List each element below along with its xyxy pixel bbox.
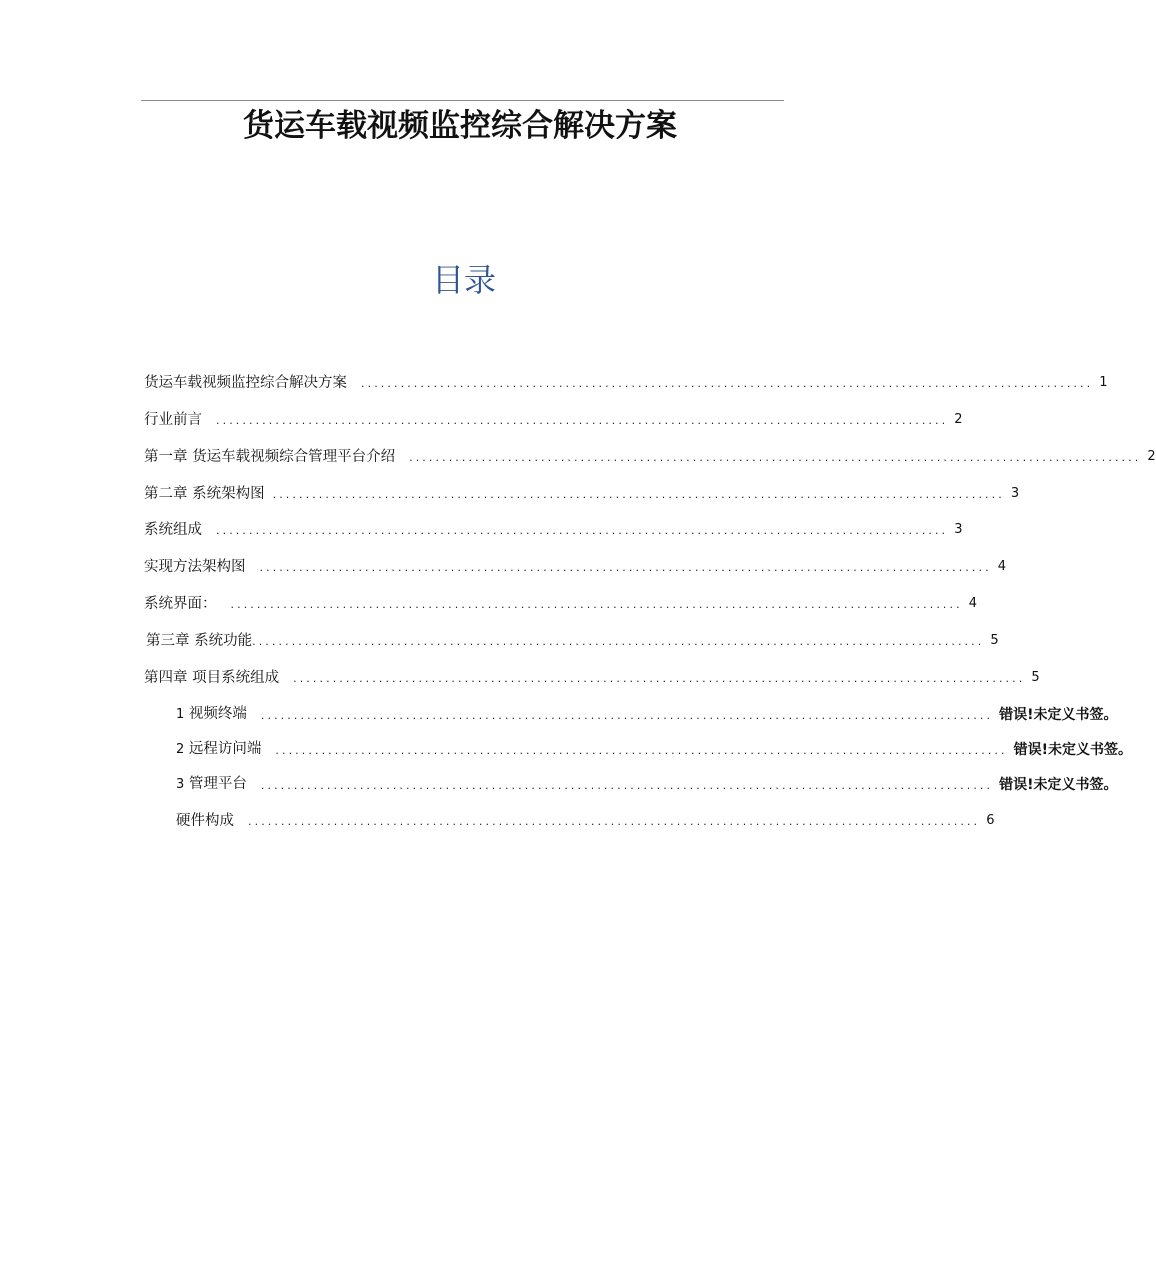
toc-page-number: 6 xyxy=(986,813,995,828)
toc-subentry-number: 3 xyxy=(176,777,185,792)
toc-entry[interactable] xyxy=(144,409,963,431)
toc-dot-leader: ............................................................................................................... xyxy=(272,488,1005,501)
toc-subentry-number: 2 xyxy=(176,742,185,757)
toc-entry-text: 第三章 系统功能 xyxy=(146,633,253,649)
toc-dot-leader: ............................................................................................................... xyxy=(293,672,1026,685)
toc-heading: 目录 xyxy=(431,261,496,299)
toc-entry[interactable] xyxy=(144,483,1020,505)
toc-entry[interactable] xyxy=(144,556,1007,578)
toc-entry-text: 第四章 项目系统组成 xyxy=(144,670,280,686)
header-rule xyxy=(141,100,784,101)
document-title: 货运车载视频监控综合解决方案 xyxy=(243,108,677,144)
toc-dot-leader: ............................................................................................................... xyxy=(259,561,992,574)
toc-page-number: 3 xyxy=(1010,486,1020,501)
toc-subentry[interactable] xyxy=(176,704,1118,726)
toc-dot-leader: ............................................................................................................... xyxy=(248,815,981,828)
toc-dot-leader: ............................................................................................................... xyxy=(260,709,994,722)
toc-entry-text: 实现方法架构图 xyxy=(144,559,246,575)
toc-dot-leader: ............................................................................................................... xyxy=(216,524,949,537)
toc-dot-leader: ............................................................................................................... xyxy=(216,414,949,427)
toc-subentry[interactable] xyxy=(176,774,1118,796)
toc-entry-text: 货运车载视频监控综合解决方案 xyxy=(144,375,347,391)
toc-subentry[interactable] xyxy=(176,739,1133,761)
toc-page-number: 4 xyxy=(997,559,1007,574)
toc-page-number: 5 xyxy=(990,633,999,648)
toc-bookmark-error: 错误!未定义书签。 xyxy=(999,777,1118,793)
toc-page-number: 4 xyxy=(968,596,978,611)
toc-subentry-number: 1 xyxy=(176,707,185,722)
toc-subentry[interactable] xyxy=(176,810,995,832)
toc-dot-leader: ............................................................................................................... xyxy=(260,779,994,792)
toc-entry-text: 系统界面： xyxy=(144,596,217,612)
toc-entry-text: 第二章 系统架构图 xyxy=(144,486,265,502)
toc-entry[interactable] xyxy=(146,630,999,652)
toc-page-number: 2 xyxy=(1147,449,1156,464)
toc-dot-leader: ............................................................................................................... xyxy=(230,598,963,611)
toc-bookmark-error: 错误!未定义书签。 xyxy=(999,707,1118,723)
toc-entry[interactable] xyxy=(144,372,1108,394)
toc-page-number: 5 xyxy=(1031,670,1040,685)
toc-dot-leader: ............................................................................................................... xyxy=(275,744,1008,757)
toc-entry[interactable] xyxy=(144,667,1040,689)
toc-entry-text: 远程访问端 xyxy=(188,741,262,757)
toc-entry-text: 行业前言 xyxy=(144,412,202,428)
toc-entry[interactable] xyxy=(144,446,1156,468)
toc-entry[interactable] xyxy=(144,519,963,541)
toc-entry-text: 视频终端 xyxy=(188,706,247,722)
toc-entry-text: 管理平台 xyxy=(188,776,247,792)
toc-page-number: 3 xyxy=(954,522,963,537)
toc-bookmark-error: 错误!未定义书签。 xyxy=(1013,742,1133,758)
toc-entry-text: 系统组成 xyxy=(144,522,202,538)
toc-dot-leader: ............................................................................................................... xyxy=(409,451,1142,464)
toc-entry-text: 第一章 货运车载视频综合管理平台介绍 xyxy=(144,449,396,465)
toc-dot-leader: ............................................................................................................... xyxy=(361,377,1094,390)
toc-page-number: 1 xyxy=(1099,375,1108,390)
toc-entry-text: 硬件构成 xyxy=(176,813,234,829)
toc-page-number: 2 xyxy=(954,412,963,427)
toc-entry[interactable] xyxy=(144,593,978,615)
toc-dot-leader: ............................................................................................................... xyxy=(252,635,985,648)
